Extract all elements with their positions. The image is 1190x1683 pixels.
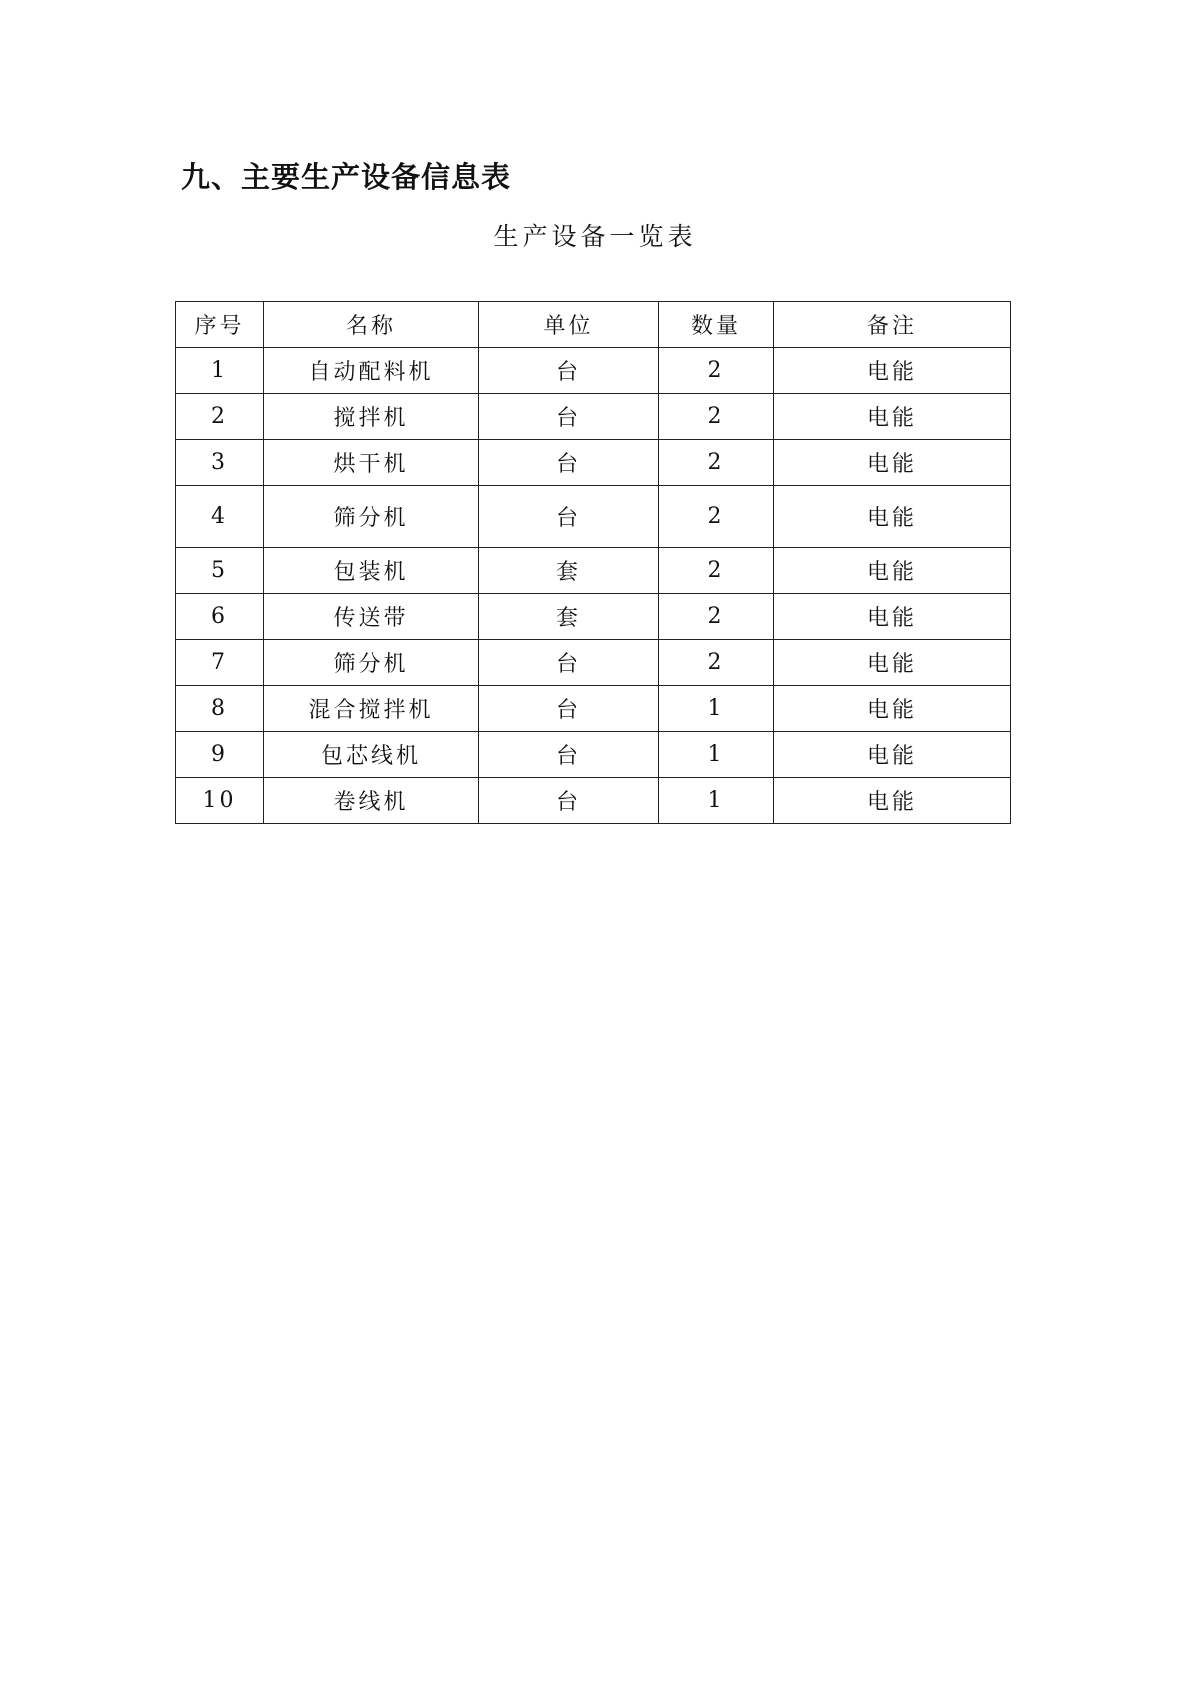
- section-heading: 九、主要生产设备信息表: [181, 160, 512, 194]
- cell-unit: 台: [479, 394, 659, 440]
- cell-quantity: 2: [659, 394, 774, 440]
- cell-index: 2: [176, 394, 264, 440]
- cell-remark: 电能: [774, 440, 1011, 486]
- cell-index: 9: [176, 732, 264, 778]
- cell-quantity: 1: [659, 686, 774, 732]
- table-header-row: [176, 302, 1011, 348]
- table-row: [176, 640, 1011, 686]
- cell-name: 包装机: [264, 548, 479, 594]
- table-row: [176, 732, 1011, 778]
- cell-index: 3: [176, 440, 264, 486]
- cell-quantity: 2: [659, 486, 774, 548]
- cell-name: 筛分机: [264, 486, 479, 548]
- cell-name: 包芯线机: [264, 732, 479, 778]
- cell-name: 筛分机: [264, 640, 479, 686]
- cell-quantity: 1: [659, 732, 774, 778]
- cell-quantity: 2: [659, 548, 774, 594]
- header-name: 名称: [264, 302, 479, 348]
- table-row: [176, 548, 1011, 594]
- cell-remark: 电能: [774, 594, 1011, 640]
- cell-quantity: 2: [659, 640, 774, 686]
- cell-unit: 套: [479, 548, 659, 594]
- cell-remark: 电能: [774, 732, 1011, 778]
- cell-index: 6: [176, 594, 264, 640]
- header-quantity: 数量: [659, 302, 774, 348]
- table-row: [176, 686, 1011, 732]
- cell-name: 传送带: [264, 594, 479, 640]
- table-caption: 生产设备一览表: [493, 222, 697, 251]
- cell-unit: 台: [479, 440, 659, 486]
- cell-name: 搅拌机: [264, 394, 479, 440]
- table-row: [176, 594, 1011, 640]
- table-row: [176, 394, 1011, 440]
- cell-name: 烘干机: [264, 440, 479, 486]
- cell-remark: 电能: [774, 486, 1011, 548]
- cell-remark: 电能: [774, 640, 1011, 686]
- cell-remark: 电能: [774, 548, 1011, 594]
- cell-unit: 台: [479, 348, 659, 394]
- cell-index: 5: [176, 548, 264, 594]
- cell-unit: 台: [479, 778, 659, 824]
- cell-name: 卷线机: [264, 778, 479, 824]
- cell-quantity: 1: [659, 778, 774, 824]
- cell-index: 10: [176, 778, 264, 824]
- table-row: [176, 440, 1011, 486]
- cell-unit: 台: [479, 486, 659, 548]
- cell-index: 7: [176, 640, 264, 686]
- equipment-table: [175, 301, 1011, 824]
- cell-quantity: 2: [659, 594, 774, 640]
- cell-index: 4: [176, 486, 264, 548]
- cell-name: 自动配料机: [264, 348, 479, 394]
- table-row: [176, 778, 1011, 824]
- cell-remark: 电能: [774, 348, 1011, 394]
- cell-unit: 台: [479, 686, 659, 732]
- header-remark: 备注: [774, 302, 1011, 348]
- cell-name: 混合搅拌机: [264, 686, 479, 732]
- cell-remark: 电能: [774, 686, 1011, 732]
- cell-index: 1: [176, 348, 264, 394]
- cell-index: 8: [176, 686, 264, 732]
- cell-remark: 电能: [774, 394, 1011, 440]
- table-row: [176, 486, 1011, 548]
- cell-unit: 套: [479, 594, 659, 640]
- header-unit: 单位: [479, 302, 659, 348]
- cell-unit: 台: [479, 640, 659, 686]
- table-row: [176, 348, 1011, 394]
- cell-quantity: 2: [659, 348, 774, 394]
- cell-unit: 台: [479, 732, 659, 778]
- cell-remark: 电能: [774, 778, 1011, 824]
- cell-quantity: 2: [659, 440, 774, 486]
- header-index: 序号: [176, 302, 264, 348]
